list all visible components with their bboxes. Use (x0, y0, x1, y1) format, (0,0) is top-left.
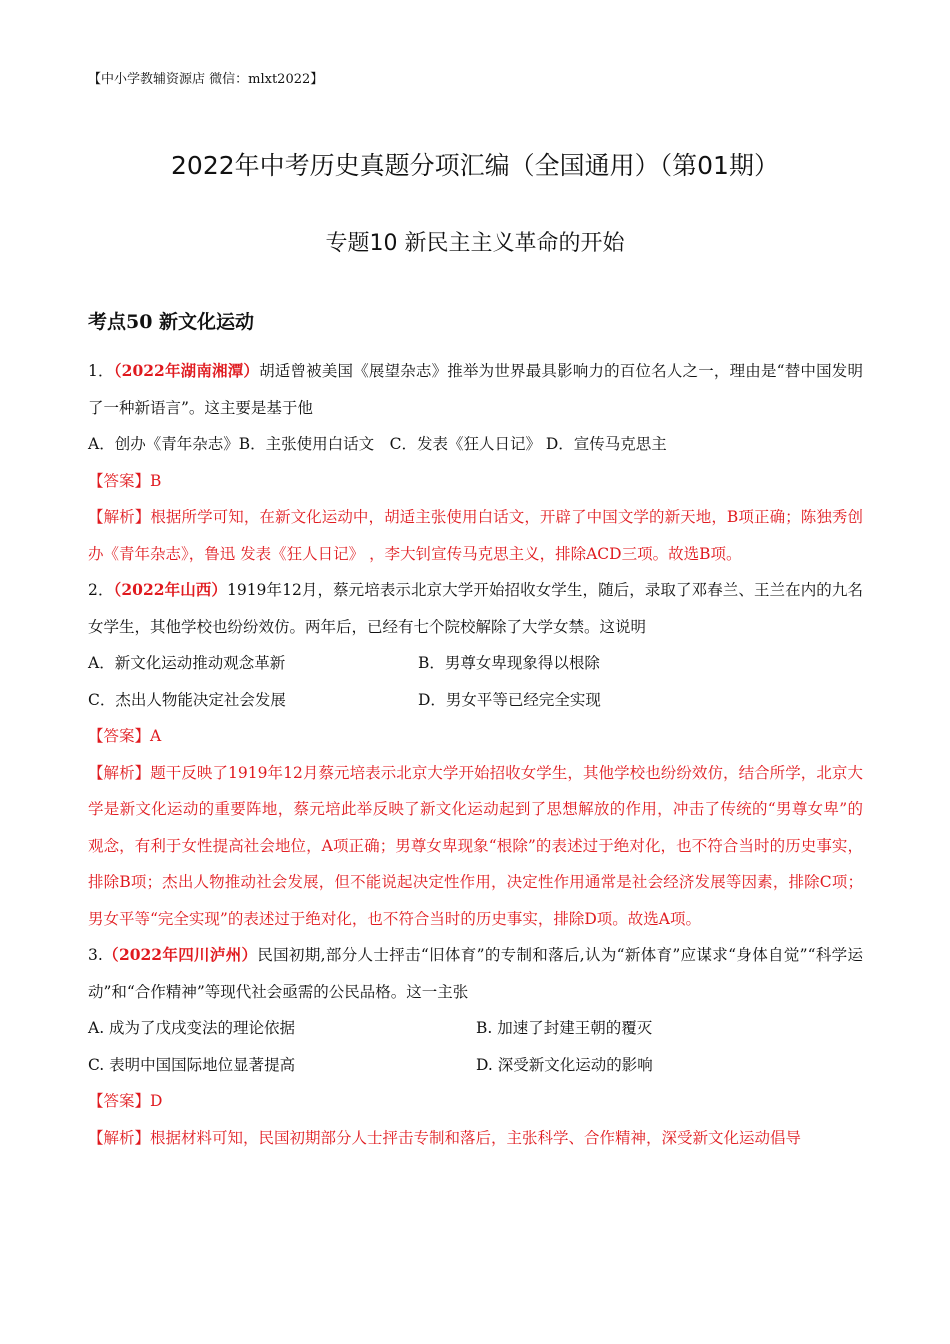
q2-analysis-label: 【解析】 (88, 763, 151, 782)
q3-option-d: D. 深受新文化运动的影响 (476, 1055, 653, 1074)
q3-analysis-text: 根据材料可知，民国初期部分人士抨击专制和落后，主张科学、合作精神，深受新文化运动倡导 (150, 1128, 802, 1147)
q1-number: 1． (88, 362, 114, 380)
header-watermark: 【中小学教辅资源店 微信：mlxt2022】 (88, 72, 324, 87)
q2-option-c: C．杰出人物能决定社会发展 (88, 690, 286, 709)
q1-analysis (88, 499, 863, 572)
q1-stem-text: 胡适曾被美国《展望杂志》推举为世界最具影响力的百位名人之一，理由是“替中国发明了一种新语言”。这主要是基于他 (88, 362, 863, 417)
q2-option-a: A．新文化运动推动观念革新 (88, 654, 286, 672)
q3-options-row-1 (88, 1010, 863, 1047)
q3-option-c: C. 表明中国国际地位显著提高 (88, 1055, 296, 1074)
q3-answer-value: D (150, 1092, 163, 1110)
q2-stem (88, 572, 863, 645)
q2-answer (88, 718, 863, 755)
section-heading: 考点50 新文化运动 (88, 311, 255, 333)
q2-answer-value: A (150, 727, 162, 745)
q1-answer-value: B (150, 471, 162, 490)
q3-analysis (88, 1120, 863, 1157)
q2-option-d: D．男女平等已经完全实现 (418, 690, 601, 709)
q1-options: A．创办《青年杂志》B．主张使用白话文 C．发表《狂人日记》 D．宣传马克思主 (88, 435, 667, 453)
q1-stem (88, 353, 863, 426)
q3-stem-text: 民国初期,部分人士抨击“旧体育”的专制和落后,认为“新体育”应谋求“身体自觉”“科学运动”和“合作精神”等现代社会亟需的公民品格。这一主张 (88, 946, 863, 1001)
q1-analysis-label: 【解析】 (88, 508, 151, 526)
q3-source: （2022年四川泸州） (102, 945, 258, 964)
q2-options-row-2 (88, 682, 863, 719)
q3-answer (88, 1083, 863, 1120)
q2-analysis-text: 题干反映了1919年12月蔡元培表示北京大学开始招收女学生，其他学校也纷纷效仿，结合所学，北京大学是新文化运动的重要阵地，蔡元培此举反映了新文化运动起到了思想解放的作用，冲击了传统的“男尊女卑”的观念，有利于女性提高社会地位，A项正确；男尊女卑现象“根除”的表述过于绝对化，也不符合当时的历史事实，排除B项；杰出人物推动社会发展，但不能说起决定性作用，决定性作用通常是社会经济发展等因素，排除C项；男女平等“完全实现”的表述过于绝对化，也不符合当时的历史事实，排除D项。故选A项。 (88, 763, 863, 928)
q2-number: 2． (88, 581, 114, 599)
q2-analysis (88, 755, 863, 938)
q2-source: （2022年山西） (113, 580, 227, 599)
q3-stem (88, 937, 863, 1010)
q2-option-b: B．男尊女卑现象得以根除 (418, 654, 600, 672)
q1-answer (88, 463, 863, 500)
questions-body (88, 353, 863, 1156)
q1-answer-label: 【答案】 (88, 471, 151, 490)
q2-stem-text: 1919年12月，蔡元培表示北京大学开始招收女学生，随后，录取了邓春兰、王兰在内的九名女学生，其他学校也纷纷效仿。两年后，已经有七个院校解除了大学女禁。这说明 (88, 581, 863, 636)
q2-options-row-1 (88, 645, 863, 682)
q3-option-a: A. 成为了戊戌变法的理论依据 (88, 1019, 296, 1037)
page-title: 2022年中考历史真题分项汇编（全国通用）（第01期） (171, 151, 779, 180)
page-subtitle: 专题10 新民主主义革命的开始 (325, 231, 625, 256)
q1-source: （2022年湖南湘潭） (113, 361, 260, 380)
q3-options-row-2 (88, 1047, 863, 1084)
q3-answer-label: 【答案】 (88, 1092, 151, 1110)
q3-option-b: B. 加速了封建王朝的覆灭 (476, 1019, 653, 1037)
q1-analysis-text: 根据所学可知，在新文化运动中，胡适主张使用白话文，开辟了中国文学的新天地，B项正确；陈独秀创办《青年杂志》，鲁迅 发表《狂人日记》 ，李大钊宣传马克思主义，排除ACD三项。故选B项。 (88, 508, 863, 563)
q3-analysis-label: 【解析】 (88, 1128, 151, 1147)
q2-answer-label: 【答案】 (88, 727, 151, 745)
q3-number: 3. (88, 946, 103, 964)
